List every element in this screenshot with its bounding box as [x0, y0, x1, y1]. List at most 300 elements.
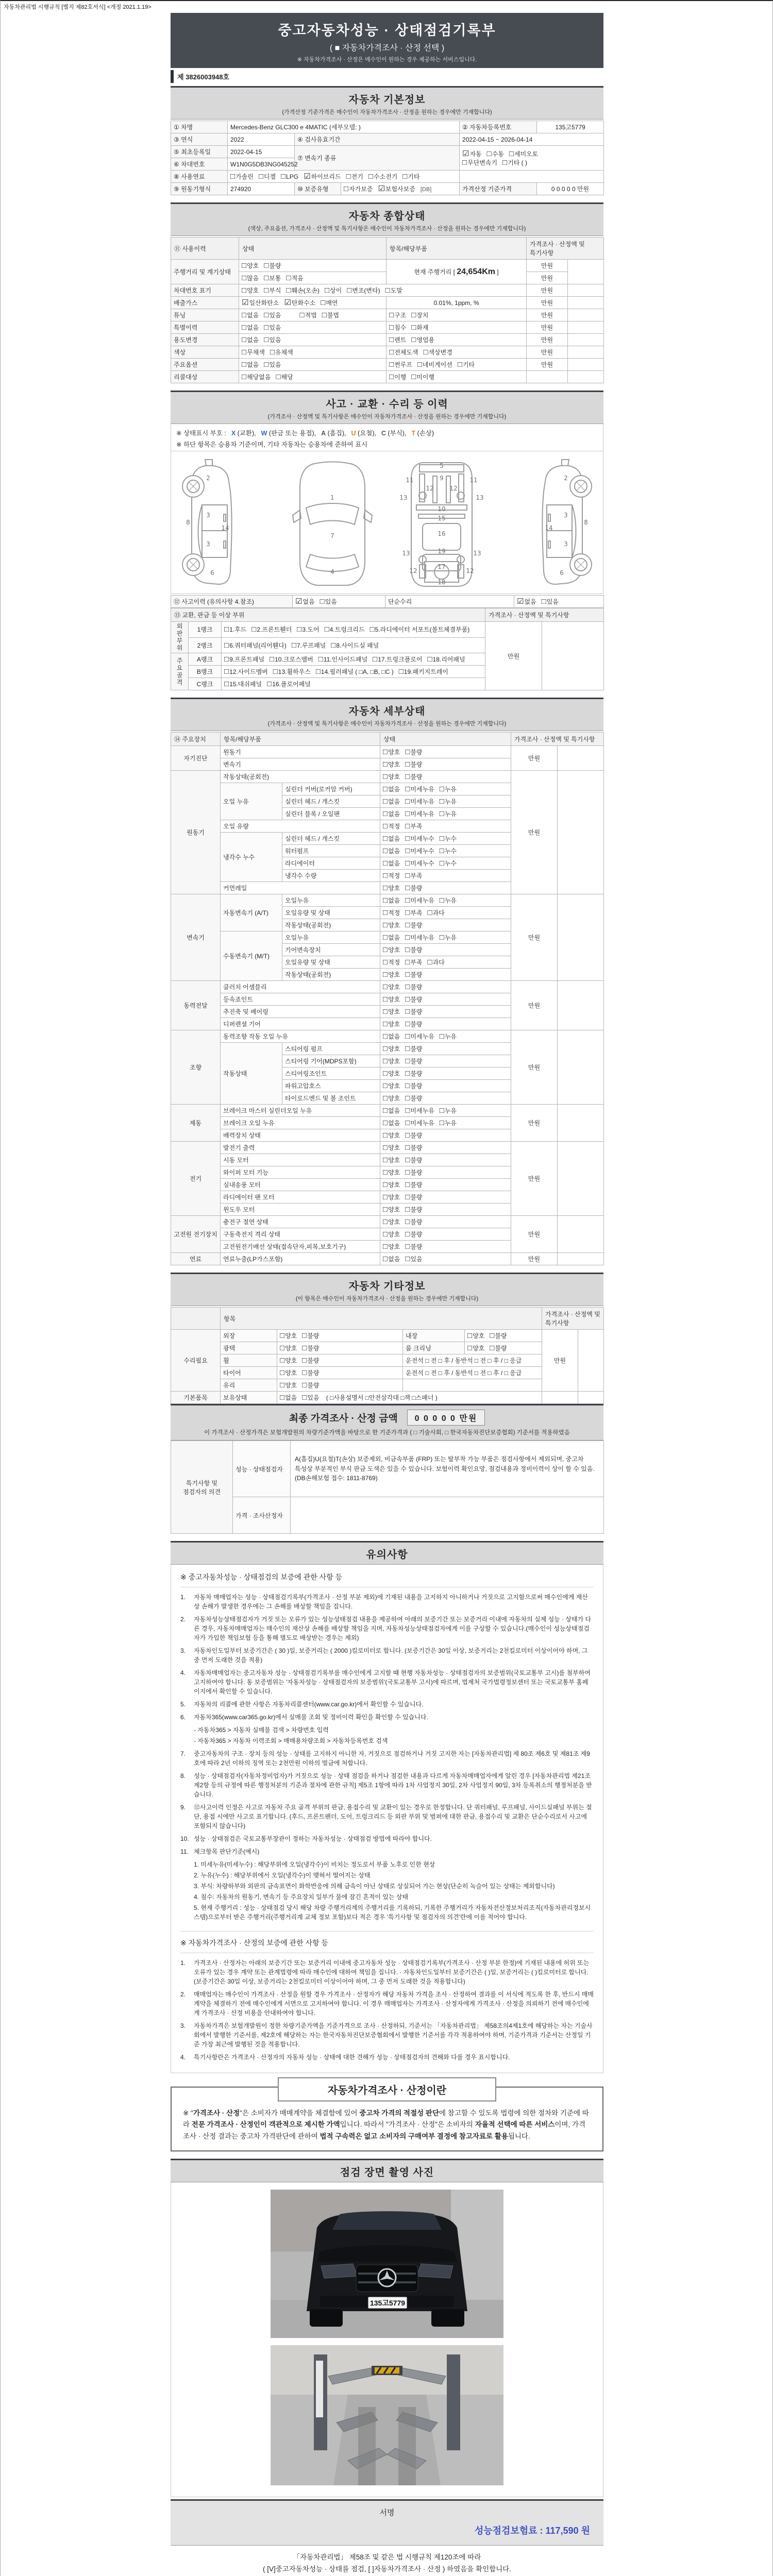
checkbox-option[interactable]: [405, 1106, 434, 1115]
checkbox-unchecked-icon[interactable]: □: [383, 1242, 388, 1251]
checkbox-unchecked-icon[interactable]: □: [280, 1368, 285, 1377]
checkbox-option[interactable]: [502, 158, 527, 167]
checkbox-unchecked-icon[interactable]: □: [224, 640, 229, 650]
checkbox-option[interactable]: [405, 1069, 422, 1078]
checkbox-unchecked-icon[interactable]: □: [405, 1032, 410, 1041]
checkbox-option[interactable]: [224, 655, 264, 664]
checkbox-unchecked-icon[interactable]: □: [405, 1205, 410, 1214]
checkbox-option[interactable]: [346, 172, 363, 181]
checkbox-option[interactable]: [242, 335, 259, 344]
checkbox-unchecked-icon[interactable]: □: [383, 1143, 388, 1152]
checkbox-option[interactable]: [325, 625, 365, 634]
checkbox-unchecked-icon[interactable]: □: [383, 772, 388, 781]
checkbox-unchecked-icon[interactable]: □: [405, 797, 410, 806]
checkbox-option[interactable]: [405, 760, 422, 769]
checkbox-unchecked-icon[interactable]: □: [383, 1193, 388, 1201]
checkbox-option[interactable]: [270, 655, 313, 664]
checkbox-option[interactable]: [373, 655, 422, 664]
checkbox-option[interactable]: [405, 921, 422, 929]
checkbox-unchecked-icon[interactable]: □: [490, 1331, 495, 1340]
checkbox-option[interactable]: [383, 1156, 400, 1164]
checkbox-option[interactable]: [405, 1007, 422, 1016]
checkbox-checked-icon[interactable]: ☑: [295, 597, 303, 606]
checkbox-unchecked-icon[interactable]: □: [405, 1106, 410, 1115]
checkbox-option[interactable]: [405, 1168, 422, 1177]
checkbox-option[interactable]: [405, 908, 422, 917]
checkbox-option[interactable]: [267, 680, 311, 688]
checkbox-option[interactable]: [224, 625, 246, 634]
checkbox-unchecked-icon[interactable]: □: [405, 1255, 410, 1263]
checkbox-option[interactable]: [302, 1368, 319, 1377]
checkbox-option[interactable]: [383, 1118, 400, 1127]
checkbox-unchecked-icon[interactable]: □: [439, 859, 444, 868]
checkbox-option[interactable]: [383, 1143, 400, 1152]
checkbox-unchecked-icon[interactable]: □: [383, 1255, 388, 1263]
checkbox-option[interactable]: [383, 772, 400, 781]
checkbox-unchecked-icon[interactable]: □: [302, 1368, 307, 1377]
checkbox-option[interactable]: [405, 846, 434, 855]
checkbox-unchecked-icon[interactable]: □: [280, 1381, 285, 1389]
checkbox-unchecked-icon[interactable]: □: [439, 1106, 444, 1115]
checkbox-option[interactable]: [405, 748, 422, 756]
checkbox-option[interactable]: [440, 797, 457, 806]
checkbox-unchecked-icon[interactable]: □: [405, 945, 410, 954]
checkbox-unchecked-icon[interactable]: □: [383, 970, 388, 979]
checkbox-option[interactable]: [325, 286, 342, 295]
checkbox-unchecked-icon[interactable]: □: [383, 1020, 388, 1028]
checkbox-unchecked-icon[interactable]: □: [405, 982, 410, 991]
checkbox-unchecked-icon[interactable]: □: [405, 884, 410, 892]
checkbox-option[interactable]: [264, 335, 281, 344]
checkbox-unchecked-icon[interactable]: □: [280, 1344, 285, 1352]
checkbox-unchecked-icon[interactable]: □: [509, 149, 514, 158]
checkbox-unchecked-icon[interactable]: □: [286, 286, 291, 295]
checkbox-option[interactable]: [405, 1217, 422, 1226]
checkbox-option[interactable]: [302, 1393, 319, 1402]
checkbox-unchecked-icon[interactable]: □: [264, 323, 269, 332]
checkbox-option[interactable]: [467, 1331, 484, 1340]
checkbox-option[interactable]: [383, 1168, 400, 1177]
checkbox-unchecked-icon[interactable]: □: [405, 1131, 410, 1140]
checkbox-option[interactable]: [427, 655, 465, 664]
checkbox-option[interactable]: [440, 859, 457, 868]
checkbox-unchecked-icon[interactable]: □: [280, 1331, 285, 1340]
checkbox-unchecked-icon[interactable]: □: [291, 640, 296, 650]
checkbox-unchecked-icon[interactable]: □: [439, 1118, 444, 1127]
checkbox-option[interactable]: [320, 597, 337, 606]
checkbox-option[interactable]: [405, 1081, 422, 1090]
checkbox-unchecked-icon[interactable]: □: [405, 1081, 410, 1090]
checkbox-unchecked-icon[interactable]: □: [224, 625, 229, 634]
checkbox-unchecked-icon[interactable]: □: [383, 1032, 388, 1041]
checkbox-unchecked-icon[interactable]: □: [270, 348, 275, 357]
checkbox-unchecked-icon[interactable]: □: [383, 1131, 388, 1140]
checkbox-unchecked-icon[interactable]: □: [405, 1094, 410, 1103]
checkbox-unchecked-icon[interactable]: □: [427, 908, 432, 917]
checkbox-option[interactable]: [302, 1331, 319, 1340]
checkbox-option[interactable]: [402, 172, 419, 181]
checkbox-option[interactable]: [331, 641, 379, 650]
checkbox-unchecked-icon[interactable]: □: [389, 311, 394, 319]
checkbox-option[interactable]: [411, 335, 434, 344]
checkbox-unchecked-icon[interactable]: □: [405, 970, 410, 979]
checkbox-unchecked-icon[interactable]: □: [251, 625, 257, 634]
checkbox-unchecked-icon[interactable]: □: [286, 274, 291, 282]
checkbox-unchecked-icon[interactable]: □: [281, 172, 286, 181]
checkbox-unchecked-icon[interactable]: □: [383, 785, 388, 793]
checkbox-unchecked-icon[interactable]: □: [383, 846, 388, 855]
checkbox-option[interactable]: [270, 348, 293, 357]
checkbox-option[interactable]: [295, 597, 315, 606]
checkbox-unchecked-icon[interactable]: □: [405, 822, 410, 831]
checkbox-option[interactable]: [284, 298, 315, 307]
checkbox-unchecked-icon[interactable]: □: [373, 655, 378, 664]
checkbox-option[interactable]: [405, 884, 422, 892]
checkbox-unchecked-icon[interactable]: □: [405, 1143, 410, 1152]
checkbox-option[interactable]: [383, 859, 400, 868]
checkbox-unchecked-icon[interactable]: □: [383, 797, 388, 806]
checkbox-option[interactable]: [378, 184, 415, 193]
checkbox-option[interactable]: [383, 1193, 400, 1201]
checkbox-option[interactable]: [383, 896, 400, 905]
checkbox-unchecked-icon[interactable]: □: [230, 172, 236, 181]
checkbox-option[interactable]: [383, 1020, 400, 1028]
checkbox-option[interactable]: [230, 172, 254, 181]
checkbox-option[interactable]: [405, 1193, 422, 1201]
checkbox-unchecked-icon[interactable]: □: [264, 335, 269, 344]
checkbox-option[interactable]: [405, 834, 434, 843]
checkbox-option[interactable]: [458, 360, 475, 369]
checkbox-option[interactable]: [490, 1344, 507, 1352]
checkbox-unchecked-icon[interactable]: □: [347, 286, 352, 295]
checkbox-unchecked-icon[interactable]: □: [318, 655, 323, 664]
checkbox-option[interactable]: [389, 323, 406, 332]
checkbox-option[interactable]: [467, 1344, 484, 1352]
checkbox-unchecked-icon[interactable]: □: [405, 958, 410, 967]
checkbox-unchecked-icon[interactable]: □: [324, 625, 329, 634]
checkbox-unchecked-icon[interactable]: □: [405, 846, 410, 855]
checkbox-unchecked-icon[interactable]: □: [242, 360, 247, 369]
checkbox-unchecked-icon[interactable]: □: [417, 360, 422, 369]
checkbox-option[interactable]: [259, 172, 276, 181]
checkbox-option[interactable]: [405, 933, 434, 942]
checkbox-option[interactable]: [405, 1242, 422, 1251]
checkbox-option[interactable]: [405, 1230, 422, 1239]
checkbox-unchecked-icon[interactable]: □: [320, 597, 325, 606]
checkbox-option[interactable]: [411, 311, 428, 319]
checkbox-unchecked-icon[interactable]: □: [383, 748, 388, 756]
checkbox-option[interactable]: [302, 1344, 319, 1352]
checkbox-option[interactable]: [405, 1020, 422, 1028]
checkbox-option[interactable]: [242, 348, 265, 357]
checkbox-unchecked-icon[interactable]: □: [242, 311, 247, 319]
checkbox-option[interactable]: [280, 1344, 297, 1352]
checkbox-unchecked-icon[interactable]: □: [383, 921, 388, 929]
checkbox-option[interactable]: [405, 1118, 434, 1127]
checkbox-unchecked-icon[interactable]: □: [302, 1356, 307, 1365]
checkbox-unchecked-icon[interactable]: □: [383, 884, 388, 892]
checkbox-option[interactable]: [405, 1156, 422, 1164]
checkbox-unchecked-icon[interactable]: □: [502, 158, 508, 167]
checkbox-unchecked-icon[interactable]: □: [457, 360, 462, 369]
checkbox-unchecked-icon[interactable]: □: [264, 286, 269, 295]
checkbox-option[interactable]: [242, 274, 259, 282]
checkbox-checked-icon[interactable]: ☑: [304, 172, 311, 181]
checkbox-option[interactable]: [405, 1131, 422, 1140]
checkbox-option[interactable]: [264, 323, 281, 332]
checkbox-unchecked-icon[interactable]: □: [411, 311, 416, 319]
checkbox-option[interactable]: [405, 1205, 422, 1214]
checkbox-unchecked-icon[interactable]: □: [383, 1057, 388, 1065]
checkbox-unchecked-icon[interactable]: □: [405, 1007, 410, 1016]
checkbox-unchecked-icon[interactable]: □: [405, 1118, 410, 1127]
checkbox-unchecked-icon[interactable]: □: [389, 348, 394, 357]
checkbox-unchecked-icon[interactable]: □: [439, 797, 444, 806]
checkbox-unchecked-icon[interactable]: □: [302, 1344, 307, 1352]
checkbox-option[interactable]: [405, 822, 422, 831]
checkbox-option[interactable]: [264, 311, 281, 319]
checkbox-unchecked-icon[interactable]: □: [405, 1069, 410, 1078]
checkbox-option[interactable]: [423, 348, 452, 357]
checkbox-unchecked-icon[interactable]: □: [389, 323, 394, 332]
checkbox-option[interactable]: [224, 680, 262, 688]
checkbox-unchecked-icon[interactable]: □: [405, 1242, 410, 1251]
checkbox-option[interactable]: [264, 360, 281, 369]
checkbox-unchecked-icon[interactable]: □: [423, 348, 428, 357]
checkbox-unchecked-icon[interactable]: □: [383, 1069, 388, 1078]
checkbox-unchecked-icon[interactable]: □: [383, 859, 388, 868]
checkbox-option[interactable]: [347, 286, 380, 295]
checkbox-unchecked-icon[interactable]: □: [439, 896, 444, 905]
checkbox-option[interactable]: [405, 1180, 422, 1189]
checkbox-option[interactable]: [389, 335, 406, 344]
checkbox-unchecked-icon[interactable]: □: [427, 655, 432, 664]
checkbox-unchecked-icon[interactable]: □: [383, 933, 388, 942]
checkbox-unchecked-icon[interactable]: □: [302, 1331, 307, 1340]
checkbox-option[interactable]: [383, 1032, 400, 1041]
checkbox-unchecked-icon[interactable]: □: [439, 785, 444, 793]
checkbox-option[interactable]: [385, 286, 402, 295]
checkbox-unchecked-icon[interactable]: □: [242, 323, 247, 332]
checkbox-option[interactable]: [440, 1118, 457, 1127]
checkbox-option[interactable]: [383, 797, 400, 806]
checkbox-unchecked-icon[interactable]: □: [389, 372, 394, 381]
checkbox-option[interactable]: [440, 834, 457, 843]
checkbox-option[interactable]: [287, 274, 304, 282]
checkbox-unchecked-icon[interactable]: □: [383, 1118, 388, 1127]
checkbox-unchecked-icon[interactable]: □: [405, 1057, 410, 1065]
checkbox-option[interactable]: [383, 982, 400, 991]
checkbox-unchecked-icon[interactable]: □: [383, 896, 388, 905]
checkbox-unchecked-icon[interactable]: □: [405, 785, 410, 793]
checkbox-unchecked-icon[interactable]: □: [383, 945, 388, 954]
checkbox-unchecked-icon[interactable]: □: [405, 809, 410, 818]
checkbox-option[interactable]: [383, 1094, 400, 1103]
checkbox-unchecked-icon[interactable]: □: [405, 834, 410, 843]
checkbox-option[interactable]: [383, 1131, 400, 1140]
checkbox-unchecked-icon[interactable]: □: [383, 982, 388, 991]
checkbox-option[interactable]: [405, 958, 422, 967]
checkbox-unchecked-icon[interactable]: □: [264, 311, 269, 319]
checkbox-option[interactable]: [297, 625, 319, 634]
checkbox-option[interactable]: [405, 1143, 422, 1152]
checkbox-unchecked-icon[interactable]: □: [224, 680, 229, 688]
checkbox-unchecked-icon[interactable]: □: [383, 1205, 388, 1214]
checkbox-unchecked-icon[interactable]: □: [439, 834, 444, 843]
checkbox-unchecked-icon[interactable]: □: [270, 655, 275, 664]
checkbox-option[interactable]: [383, 1057, 400, 1065]
checkbox-unchecked-icon[interactable]: □: [411, 323, 416, 332]
checkbox-unchecked-icon[interactable]: □: [383, 809, 388, 818]
checkbox-option[interactable]: [344, 184, 373, 193]
checkbox-unchecked-icon[interactable]: □: [264, 261, 269, 270]
checkbox-option[interactable]: [383, 1180, 400, 1189]
checkbox-option[interactable]: [242, 261, 259, 270]
checkbox-option[interactable]: [242, 311, 259, 319]
checkbox-option[interactable]: [405, 1255, 422, 1263]
checkbox-option[interactable]: [383, 958, 400, 967]
checkbox-checked-icon[interactable]: ☑: [517, 597, 524, 606]
checkbox-unchecked-icon[interactable]: □: [405, 1168, 410, 1177]
checkbox-unchecked-icon[interactable]: □: [383, 1168, 388, 1177]
checkbox-option[interactable]: [383, 1106, 400, 1115]
checkbox-option[interactable]: [280, 1331, 297, 1340]
checkbox-option[interactable]: [383, 884, 400, 892]
checkbox-unchecked-icon[interactable]: □: [344, 184, 349, 193]
checkbox-option[interactable]: [462, 158, 497, 167]
checkbox-option[interactable]: [383, 1081, 400, 1090]
checkbox-option[interactable]: [405, 982, 422, 991]
checkbox-unchecked-icon[interactable]: □: [467, 1344, 473, 1352]
checkbox-checked-icon[interactable]: ☑: [242, 298, 249, 307]
checkbox-option[interactable]: [383, 1205, 400, 1214]
checkbox-unchecked-icon[interactable]: □: [383, 958, 388, 967]
checkbox-unchecked-icon[interactable]: □: [224, 667, 229, 676]
checkbox-unchecked-icon[interactable]: □: [462, 158, 467, 167]
checkbox-unchecked-icon[interactable]: □: [383, 760, 388, 769]
checkbox-option[interactable]: [224, 667, 268, 676]
checkbox-option[interactable]: [383, 760, 400, 769]
checkbox-unchecked-icon[interactable]: □: [383, 995, 388, 1004]
checkbox-option[interactable]: [302, 1356, 319, 1365]
checkbox-unchecked-icon[interactable]: □: [405, 748, 410, 756]
checkbox-option[interactable]: [280, 1368, 297, 1377]
checkbox-unchecked-icon[interactable]: □: [541, 597, 546, 606]
checkbox-option[interactable]: [440, 785, 457, 793]
checkbox-option[interactable]: [405, 970, 422, 979]
checkbox-unchecked-icon[interactable]: □: [369, 625, 375, 634]
checkbox-option[interactable]: [389, 360, 412, 369]
checkbox-option[interactable]: [405, 1094, 422, 1103]
checkbox-option[interactable]: [322, 311, 339, 319]
checkbox-unchecked-icon[interactable]: □: [405, 1044, 410, 1053]
checkbox-unchecked-icon[interactable]: □: [405, 1156, 410, 1164]
checkbox-unchecked-icon[interactable]: □: [411, 372, 416, 381]
checkbox-option[interactable]: [405, 797, 434, 806]
checkbox-unchecked-icon[interactable]: □: [402, 172, 408, 181]
checkbox-unchecked-icon[interactable]: □: [321, 298, 326, 307]
checkbox-unchecked-icon[interactable]: □: [383, 822, 388, 831]
checkbox-checked-icon[interactable]: ☑: [462, 149, 469, 158]
checkbox-unchecked-icon[interactable]: □: [405, 760, 410, 769]
checkbox-option[interactable]: [224, 641, 287, 650]
checkbox-unchecked-icon[interactable]: □: [224, 655, 229, 664]
checkbox-unchecked-icon[interactable]: □: [264, 274, 269, 282]
checkbox-unchecked-icon[interactable]: □: [389, 335, 394, 344]
checkbox-unchecked-icon[interactable]: □: [280, 1356, 285, 1365]
checkbox-option[interactable]: [383, 834, 400, 843]
checkbox-unchecked-icon[interactable]: □: [315, 667, 321, 676]
checkbox-unchecked-icon[interactable]: □: [405, 908, 410, 917]
checkbox-unchecked-icon[interactable]: □: [273, 667, 278, 676]
checkbox-option[interactable]: [411, 323, 428, 332]
checkbox-unchecked-icon[interactable]: □: [389, 360, 394, 369]
checkbox-option[interactable]: [281, 173, 298, 180]
checkbox-option[interactable]: [383, 995, 400, 1004]
checkbox-option[interactable]: [405, 871, 422, 880]
checkbox-option[interactable]: [383, 748, 400, 756]
checkbox-option[interactable]: [287, 286, 320, 295]
checkbox-option[interactable]: [383, 970, 400, 979]
checkbox-option[interactable]: [370, 625, 470, 634]
checkbox-option[interactable]: [490, 1331, 507, 1340]
checkbox-unchecked-icon[interactable]: □: [299, 311, 305, 319]
checkbox-option[interactable]: [440, 1106, 457, 1115]
checkbox-option[interactable]: [487, 149, 504, 158]
checkbox-unchecked-icon[interactable]: □: [267, 680, 272, 688]
checkbox-unchecked-icon[interactable]: □: [383, 1044, 388, 1053]
checkbox-unchecked-icon[interactable]: □: [405, 1020, 410, 1028]
checkbox-unchecked-icon[interactable]: □: [405, 772, 410, 781]
checkbox-option[interactable]: [368, 172, 397, 181]
checkbox-option[interactable]: [264, 261, 281, 270]
checkbox-unchecked-icon[interactable]: □: [405, 933, 410, 942]
checkbox-unchecked-icon[interactable]: □: [405, 1193, 410, 1201]
checkbox-unchecked-icon[interactable]: □: [405, 921, 410, 929]
checkbox-unchecked-icon[interactable]: □: [383, 1106, 388, 1115]
checkbox-option[interactable]: [242, 286, 259, 295]
checkbox-unchecked-icon[interactable]: □: [411, 335, 416, 344]
checkbox-option[interactable]: [405, 859, 434, 868]
checkbox-checked-icon[interactable]: ☑: [378, 184, 385, 193]
checkbox-option[interactable]: [542, 597, 559, 606]
checkbox-option[interactable]: [383, 921, 400, 929]
checkbox-option[interactable]: [304, 172, 341, 181]
checkbox-option[interactable]: [405, 1032, 434, 1041]
checkbox-option[interactable]: [440, 809, 457, 818]
checkbox-unchecked-icon[interactable]: □: [383, 871, 388, 880]
checkbox-option[interactable]: [264, 274, 281, 282]
checkbox-option[interactable]: [383, 933, 400, 942]
checkbox-unchecked-icon[interactable]: □: [439, 846, 444, 855]
checkbox-unchecked-icon[interactable]: □: [383, 1156, 388, 1164]
checkbox-unchecked-icon[interactable]: □: [331, 640, 336, 650]
checkbox-option[interactable]: [517, 597, 536, 606]
checkbox-unchecked-icon[interactable]: □: [346, 172, 351, 181]
checkbox-unchecked-icon[interactable]: □: [405, 1180, 410, 1189]
checkbox-option[interactable]: [251, 625, 292, 634]
checkbox-option[interactable]: [389, 311, 406, 319]
checkbox-unchecked-icon[interactable]: □: [264, 360, 269, 369]
checkbox-option[interactable]: [383, 1069, 400, 1078]
checkbox-unchecked-icon[interactable]: □: [383, 1007, 388, 1016]
checkbox-option[interactable]: [383, 1044, 400, 1053]
checkbox-unchecked-icon[interactable]: □: [467, 1331, 473, 1340]
checkbox-option[interactable]: [428, 908, 445, 917]
checkbox-unchecked-icon[interactable]: □: [383, 1180, 388, 1189]
checkbox-option[interactable]: [440, 933, 457, 942]
checkbox-option[interactable]: [440, 846, 457, 855]
